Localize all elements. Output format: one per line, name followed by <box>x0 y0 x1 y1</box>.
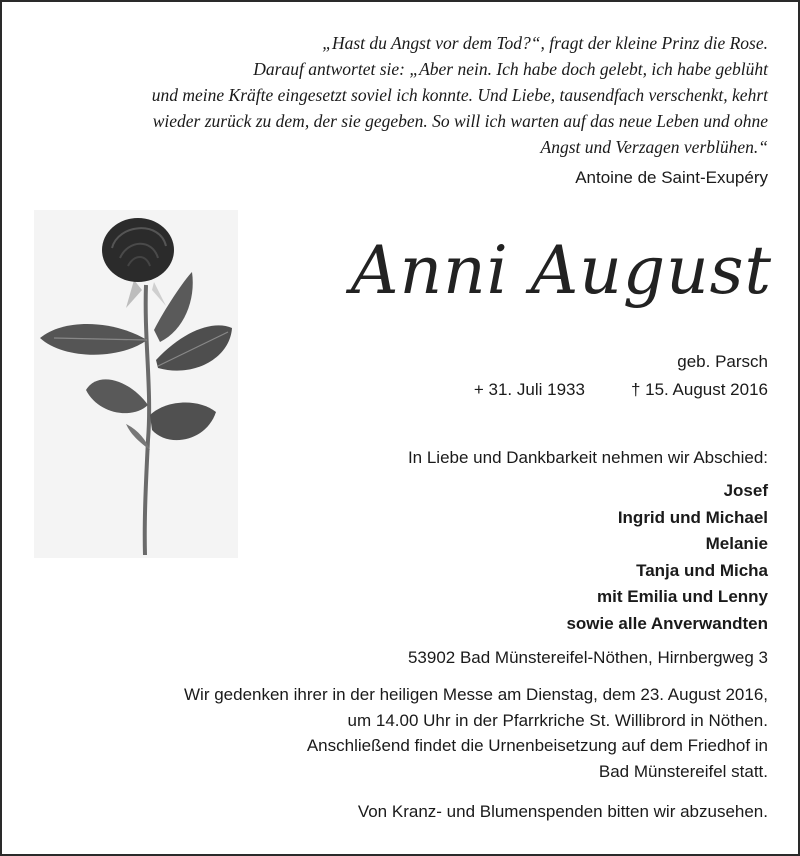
quote-author: Antoine de Saint-Exupéry <box>575 168 768 187</box>
maiden-name: geb. Parsch <box>677 352 768 371</box>
quote-line: Angst und Verzagen verblühen.“ <box>540 137 768 157</box>
address: 53902 Bad Münstereifel-Nöthen, Hirnbergweg 3 <box>407 648 768 667</box>
family-member: Ingrid und Michael <box>617 507 768 527</box>
family-member: sowie alle Anverwandten <box>566 613 768 633</box>
service-line: Bad Münstereifel statt. <box>598 761 768 781</box>
rose-icon <box>34 210 238 558</box>
rose-illustration <box>34 210 238 558</box>
birth-date: + 31. Juli 1933 <box>473 380 585 399</box>
farewell-intro: In Liebe und Dankbarkeit nehmen wir Abschied: <box>407 448 768 467</box>
family-member: mit Emilia und Lenny <box>597 587 768 606</box>
quote-line: „Hast du Angst vor dem Tod?“, fragt der kleine Prinz die Rose. <box>322 33 768 53</box>
family-member: Tanja und Micha <box>636 560 768 580</box>
family-list <box>566 478 768 637</box>
closing-note: Von Kranz- und Blumenspenden bitten wir abzusehen. <box>357 802 768 821</box>
life-dates <box>474 380 768 400</box>
service-info <box>48 682 768 784</box>
service-line: Anschließend findet die Urnenbeisetzung auf dem Friedhof in <box>306 736 768 755</box>
quote-line: Darauf antwortet sie: „Aber nein. Ich habe doch gelebt, ich habe geblüht <box>253 59 768 79</box>
death-date: † 15. August 2016 <box>630 380 768 399</box>
service-line: um 14.00 Uhr in der Pfarrkriche St. Willibrord in Nöthen. <box>347 710 768 730</box>
quote-line: wieder zurück zu dem, der sie gegeben. So will ich warten auf das neue Leben und ohne <box>152 111 768 131</box>
deceased-name: Anni August <box>350 232 772 309</box>
family-member: Josef <box>723 481 768 500</box>
service-line: Wir gedenken ihrer in der heiligen Messe am Dienstag, dem 23. August 2016, <box>184 685 768 704</box>
quote-block <box>28 30 768 160</box>
family-member: Melanie <box>705 534 768 553</box>
quote-line: und meine Kräfte eingesetzt soviel ich konnte. Und Liebe, tausendfach verschenkt, kehrt <box>151 85 768 105</box>
